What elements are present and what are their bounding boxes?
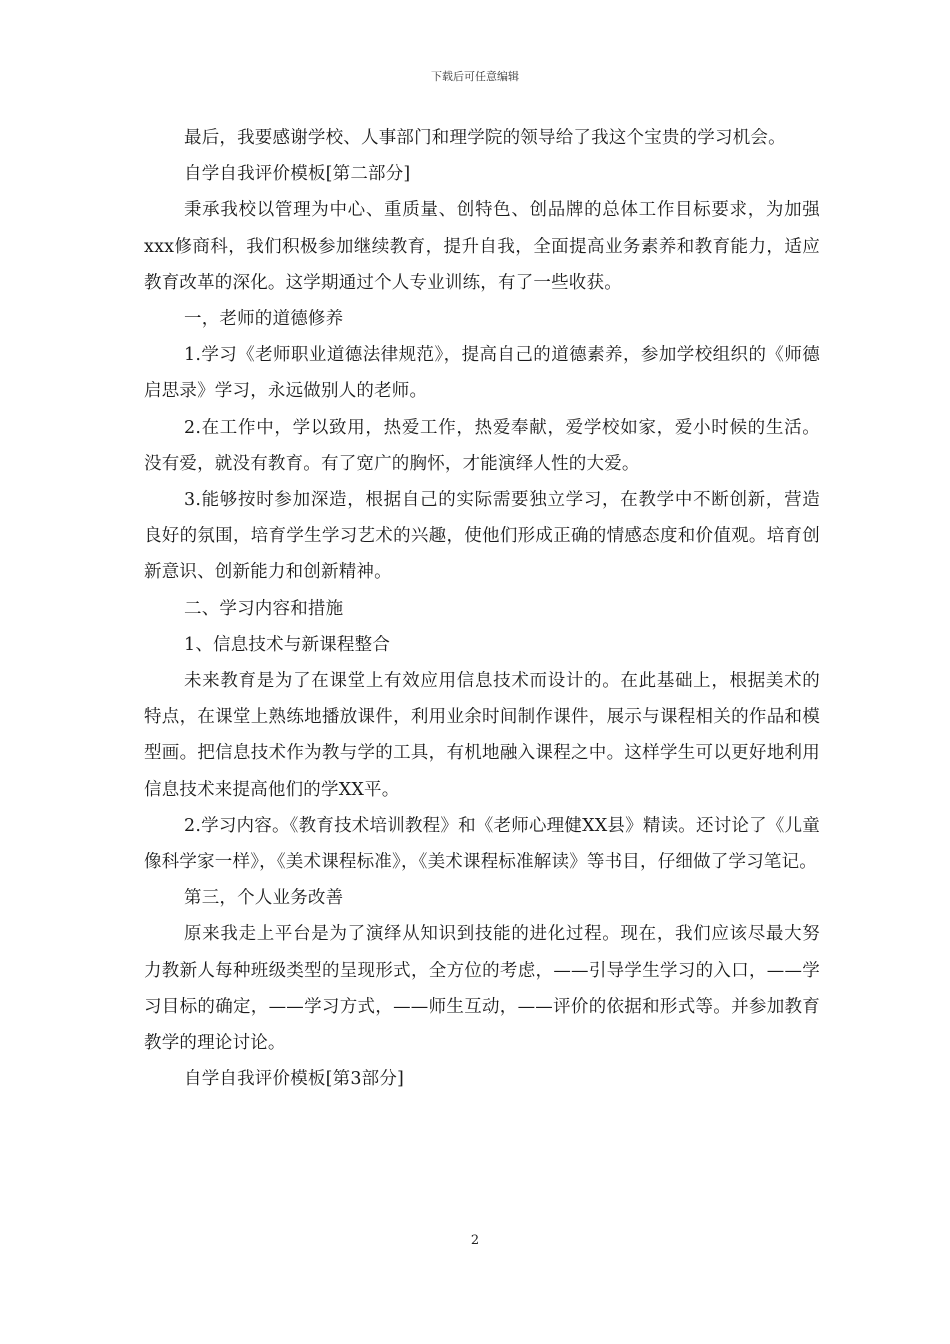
paragraph-it-integration: 未来教育是为了在课堂上有效应用信息技术而设计的。在此基础上，根据美术的特点，在课堂上熟练地播放课件，利用业余时间制作课件，展示与课程相关的作品和模型画。把信息技术作为教与学的工具，有机地融入课程之中。这样学生可以更好地利用信息技术来提高他们的学XX平。 [144,671,820,800]
paragraph-intro: 秉承我校以管理为中心、重质量、创特色、创品牌的总体工作目标要求，为加强xxx修商科，我们积极参加继续教育，提升自我，全面提高业务素养和教育能力，适应教育改革的深化。这学期通过个人专业训练，有了一些收获。 [144,200,820,293]
subheading-it-integration: 1、信息技术与新课程整合 [184,634,391,655]
paragraph-ethics-item-3: 3.能够按时参加深造，根据自己的实际需要独立学习，在教学中不断创新，营造良好的氛围，培育学生学习艺术的兴趣，使他们形成正确的情感态度和价值观。培育创新意识、创新能力和创新精神。 [144,490,820,583]
paragraph-closing-thanks: 最后，我要感谢学校、人事部门和理学院的领导给了我这个宝贵的学习机会。 [184,128,786,148]
paragraph-personal-improvement: 原来我走上平台是为了演绎从知识到技能的进化过程。现在，我们应该尽最大努力教新人每种班级类型的呈现形式，全方位的考虑，——引导学生学习的入口，——学习目标的确定，——学习方式，——师生互动，——评价的依据和形式等。并参加教育教学的理论讨论。 [144,924,820,1054]
paragraph-study-content: 2.学习内容。《教育技术培训教程》和《老师心理健XX县》精读。还讨论了《儿童像科学家一样》，《美术课程标准》，《美术课程标准解读》等书目，仔细做了学习笔记。 [144,815,820,873]
heading-teacher-ethics: 一，老师的道德修养 [184,309,344,330]
page-number: 2 [470,1233,480,1248]
document-body [144,120,820,1097]
header-note: 下载后可任意编辑 [431,70,519,83]
paragraph-ethics-item-1: 1.学习《老师职业道德法律规范》，提高自己的道德素养，参加学校组织的《师德启思录》学习，永远做别人的老师。 [144,345,820,402]
heading-study-content: 二、学习内容和措施 [184,598,344,619]
heading-personal-improvement: 第三，个人业务改善 [184,888,344,909]
section-title-part-two: 自学自我评价模板[第二部分] [184,164,411,185]
section-title-part-three: 自学自我评价模板[第3部分] [184,1069,405,1090]
paragraph-ethics-item-2: 2.在工作中，学以致用，热爱工作，热爱奉献，爱学校如家，爱小时候的生活。没有爱，就没有教育。有了宽广的胸怀，才能演绎人性的大爱。 [144,417,820,474]
